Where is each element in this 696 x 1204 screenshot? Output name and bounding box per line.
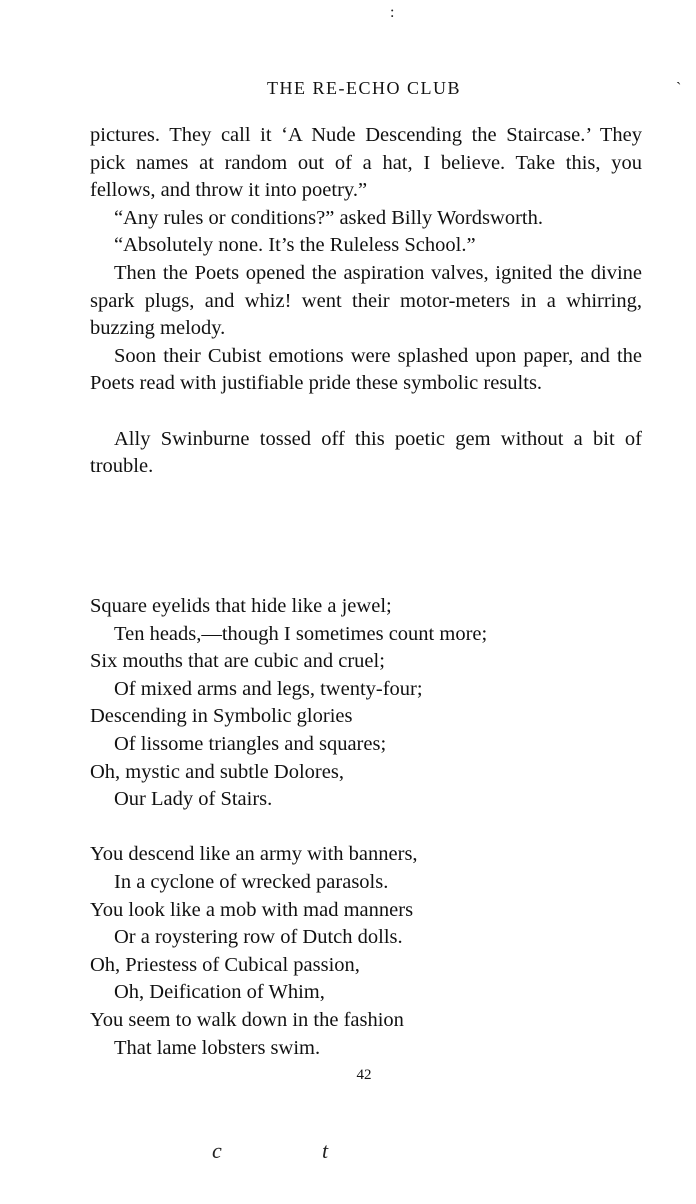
poem-line: That lame lobsters swim. [114, 1036, 321, 1059]
poem-line: Oh, Priestess of Cubical passion, [90, 953, 360, 976]
poem-line: Six mouths that are cubic and cruel; [90, 650, 385, 673]
prose-block [90, 122, 642, 481]
poem-stanza [90, 841, 650, 1062]
poem-line: Oh, mystic and subtle Dolores, [90, 760, 344, 783]
stray-mark: t [322, 1138, 329, 1163]
poem-line: In a cyclone of wrecked parasols. [114, 870, 389, 893]
poem-line: Square eyelids that hide like a jewel; [90, 595, 392, 617]
poem-line: Of mixed arms and legs, twenty-four; [114, 677, 423, 700]
poem-line: Descending in Symbolic glories [90, 705, 353, 728]
poem-line: Or a roystering row of Dutch dolls. [114, 926, 403, 949]
paragraph: “Absolutely none. It’s the Ruleless School.” [114, 234, 476, 257]
poem-line: You look like a mob with mad manners [90, 898, 414, 921]
speck-mark: : [390, 4, 395, 21]
poem [90, 593, 650, 1062]
poem-line: You descend like an army with banners, [90, 843, 418, 866]
paragraph: Ally Swinburne tossed off this poetic gem without a bit of trouble. [90, 427, 642, 478]
poem-line: Ten heads,—though I sometimes count more; [114, 622, 488, 645]
speck-mark: ` [676, 80, 682, 97]
paragraph: Soon their Cubist emotions were splashed upon paper, and the Poets read with justifiable pride these symbolic results. [90, 344, 642, 395]
paragraph: pictures. They call it ‘A Nude Descending the Staircase.’ They pick names at random out of a hat, I believe. Take this, you fellows, and throw it into poetry.” [90, 124, 642, 202]
paragraph: “Any rules or conditions?” asked Billy Wordsworth. [114, 206, 543, 229]
poem-line: You seem to walk down in the fashion [90, 1008, 404, 1031]
poem-line: Our Lady of Stairs. [114, 788, 273, 811]
stray-mark: c [212, 1138, 222, 1163]
poem-line: Of lissome triangles and squares; [114, 732, 387, 755]
poem-stanza [90, 593, 650, 814]
running-title: THE RE-ECHO CLUB [267, 78, 461, 98]
page-number: 42 [356, 1067, 372, 1083]
poem-line: Oh, Deification of Whim, [114, 981, 325, 1004]
paragraph: Then the Poets opened the aspiration valves, ignited the divine spark plugs, and whiz! went their motor-meters in a whirring, buzzing melody. [90, 261, 642, 340]
